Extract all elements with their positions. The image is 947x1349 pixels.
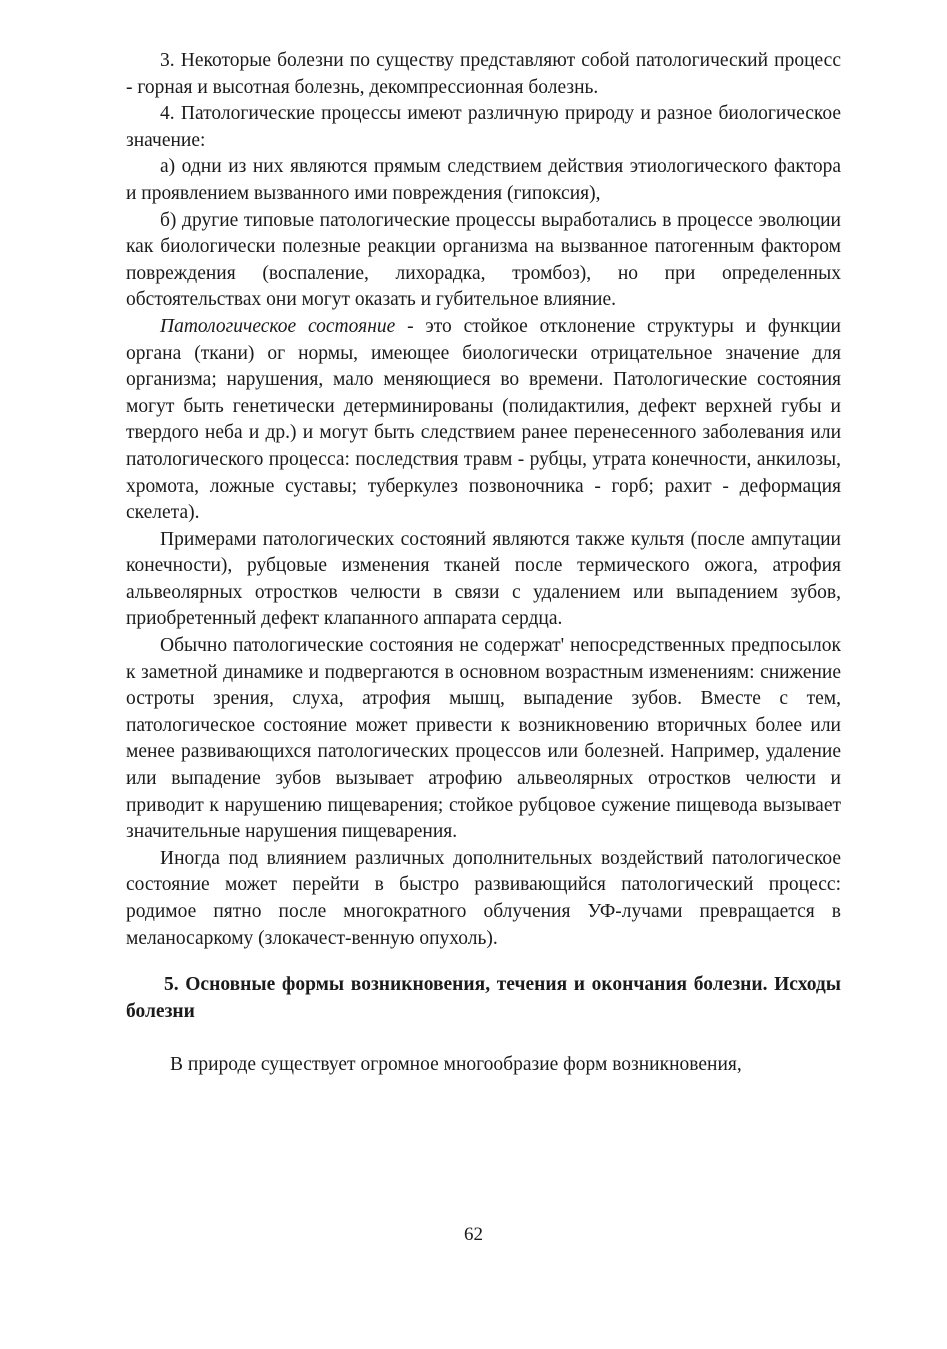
paragraph-7: Обычно патологические состояния не содержат' непосредственных предпосылок к заметной динамике и подвергаются в основном возрастным изменениям: снижение остроты зрения, слуха, атрофия мышц, выпадение зубов. Вместе с тем, патологическое состояние может привести к возникновению вторичных более или менее развивающихся патологических процессов или болезней. Например, удаление или выпадение зубов вызывает атрофию альвеолярных отростков челюсти и приводит к нарушению пищеварения; стойкое рубцовое сужение пищевода вызывает значительные нарушения пищеварения. [126, 635, 841, 843]
paragraph-6: Примерами патологических состояний являются также культя (после ампутации конечности), рубцовые изменения тканей после термического ожога, атрофия альвеолярных отростков челюсти в связи с удалением или выпадением зубов, приобретенный дефект клапанного аппарата сердца. [126, 528, 841, 630]
paragraph-2: 4. Патологические процессы имеют различную природу и разное биологическое значение: [126, 103, 841, 151]
paragraph-4: б) другие типовые патологические процессы выработались в процессе эволюции как биологически полезные реакции организма на вызванное патогенным фактором повреждения (воспаление, лихорадка, тромбоз), но при определенных обстоятельствах они могут оказать и губительное влияние. [126, 209, 841, 311]
paragraph-1: 3. Некоторые болезни по существу представляют собой патологический процесс - горная и высотная болезнь, декомпрессионная болезнь. [126, 50, 841, 98]
paragraph-9: В природе существует огромное многообразие форм возникновения, [170, 1054, 742, 1076]
page-number: 62 [464, 1224, 483, 1245]
document-page [126, 48, 841, 1079]
term-pathological-state: Патологическое состояние [160, 315, 396, 337]
paragraph-5 [126, 314, 841, 527]
paragraph-8: Иногда под влиянием различных дополнительных воздействий патологическое состояние может перейти в быстро развивающийся патологический процесс: родимое пятно после многократного облучения УФ-лучами превращается в меланосаркому (злокачест-венную опухоль). [126, 847, 841, 949]
section-heading: 5. Основные формы возникновения, течения и окончания болезни. Исходы болезни [126, 974, 841, 1022]
paragraph-5-text: - это стойкое отклонение структуры и функции органа (ткани) ог нормы, имеющее биологически отрицательное значение для организма; нарушения, мало меняющиеся во времени. Патологические состояния могут быть генетически детерминированы (полидактилия, дефект верхней губы и твердого неба и др.) и могут быть следствием ранее перенесенного заболевания или патологического процесса: последствия травм - рубцы, утрата конечности, анкилозы, хромота, ложные суставы; туберкулез позвоночника - горб; рахит - деформация скелета). [126, 315, 841, 524]
paragraph-3: а) одни из них являются прямым следствием действия этиологического фактора и проявлением вызванного ими повреждения (гипоксия), [126, 156, 841, 204]
